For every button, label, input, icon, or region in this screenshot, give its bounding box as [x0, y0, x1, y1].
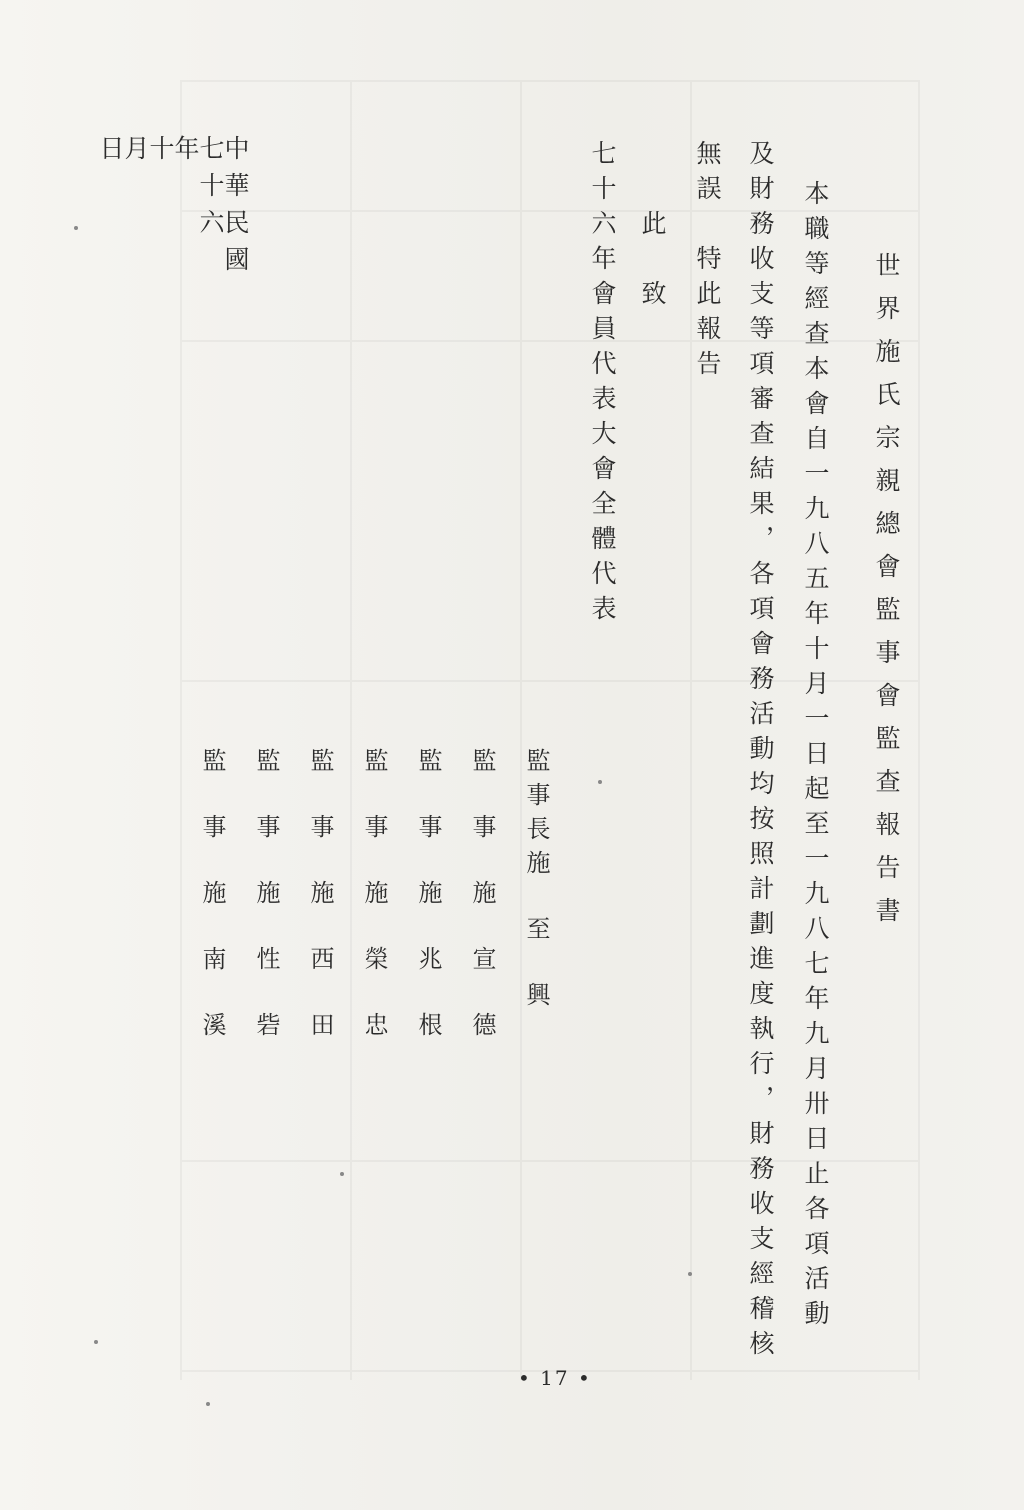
document-date: [98, 135, 248, 505]
signatory-title: 監事: [306, 748, 334, 880]
signatory-1: [470, 748, 494, 1078]
body-line-3: 無誤 特此報告: [693, 140, 722, 385]
signatory-name: 施南溪: [198, 880, 226, 1078]
signatory-2: [416, 748, 440, 1078]
signatory-title: 監事: [468, 748, 496, 880]
speck-mark: [340, 1172, 344, 1176]
date-month-unit: 月: [121, 135, 150, 160]
signatory-name: 施兆根: [414, 880, 442, 1078]
date-era: 中華民國: [221, 135, 250, 283]
signatory-name: 施榮忠: [360, 880, 388, 1078]
report-title: 世界施氏宗親總會監事會監查報告書: [872, 252, 901, 940]
salutation-ci: 此: [638, 210, 667, 245]
salutation-zhi: 致: [638, 280, 667, 315]
signatory-3: [362, 748, 386, 1078]
speck-mark: [74, 226, 78, 230]
addressee: 七十六年會員代表大會全體代表: [588, 140, 617, 630]
date-month: 十: [146, 135, 175, 160]
speck-mark: [598, 780, 602, 784]
speck-mark: [206, 1402, 210, 1406]
signatory-5: [254, 748, 278, 1078]
date-year: 七十六: [196, 135, 225, 246]
signatory-name: 施性砦: [252, 880, 280, 1078]
signatory-chief: [524, 748, 548, 1048]
page-number: • 17 •: [518, 1366, 592, 1390]
signatory-title: 監事: [198, 748, 226, 880]
signatory-name: 施至興: [522, 850, 550, 1048]
signatory-6: [200, 748, 224, 1078]
signatory-title: 監事長: [522, 748, 550, 850]
signatory-title: 監事: [252, 748, 280, 880]
date-day-unit: 日: [96, 135, 125, 160]
body-line-2: 及財務收支等項審查結果，各項會務活動均按照計劃進度執行，財務收支經稽核: [746, 140, 775, 1365]
signatory-name: 施宣德: [468, 880, 496, 1078]
speck-mark: [688, 1272, 692, 1276]
signatory-title: 監事: [360, 748, 388, 880]
date-year-unit: 年: [171, 135, 200, 160]
signatory-name: 施西田: [306, 880, 334, 1078]
body-line-1: 本職等經查本會自一九八五年十月一日起至一九八七年九月卅日止各項活動: [801, 180, 830, 1335]
speck-mark: [94, 1340, 98, 1344]
signatory-title: 監事: [414, 748, 442, 880]
signatory-4: [308, 748, 332, 1078]
